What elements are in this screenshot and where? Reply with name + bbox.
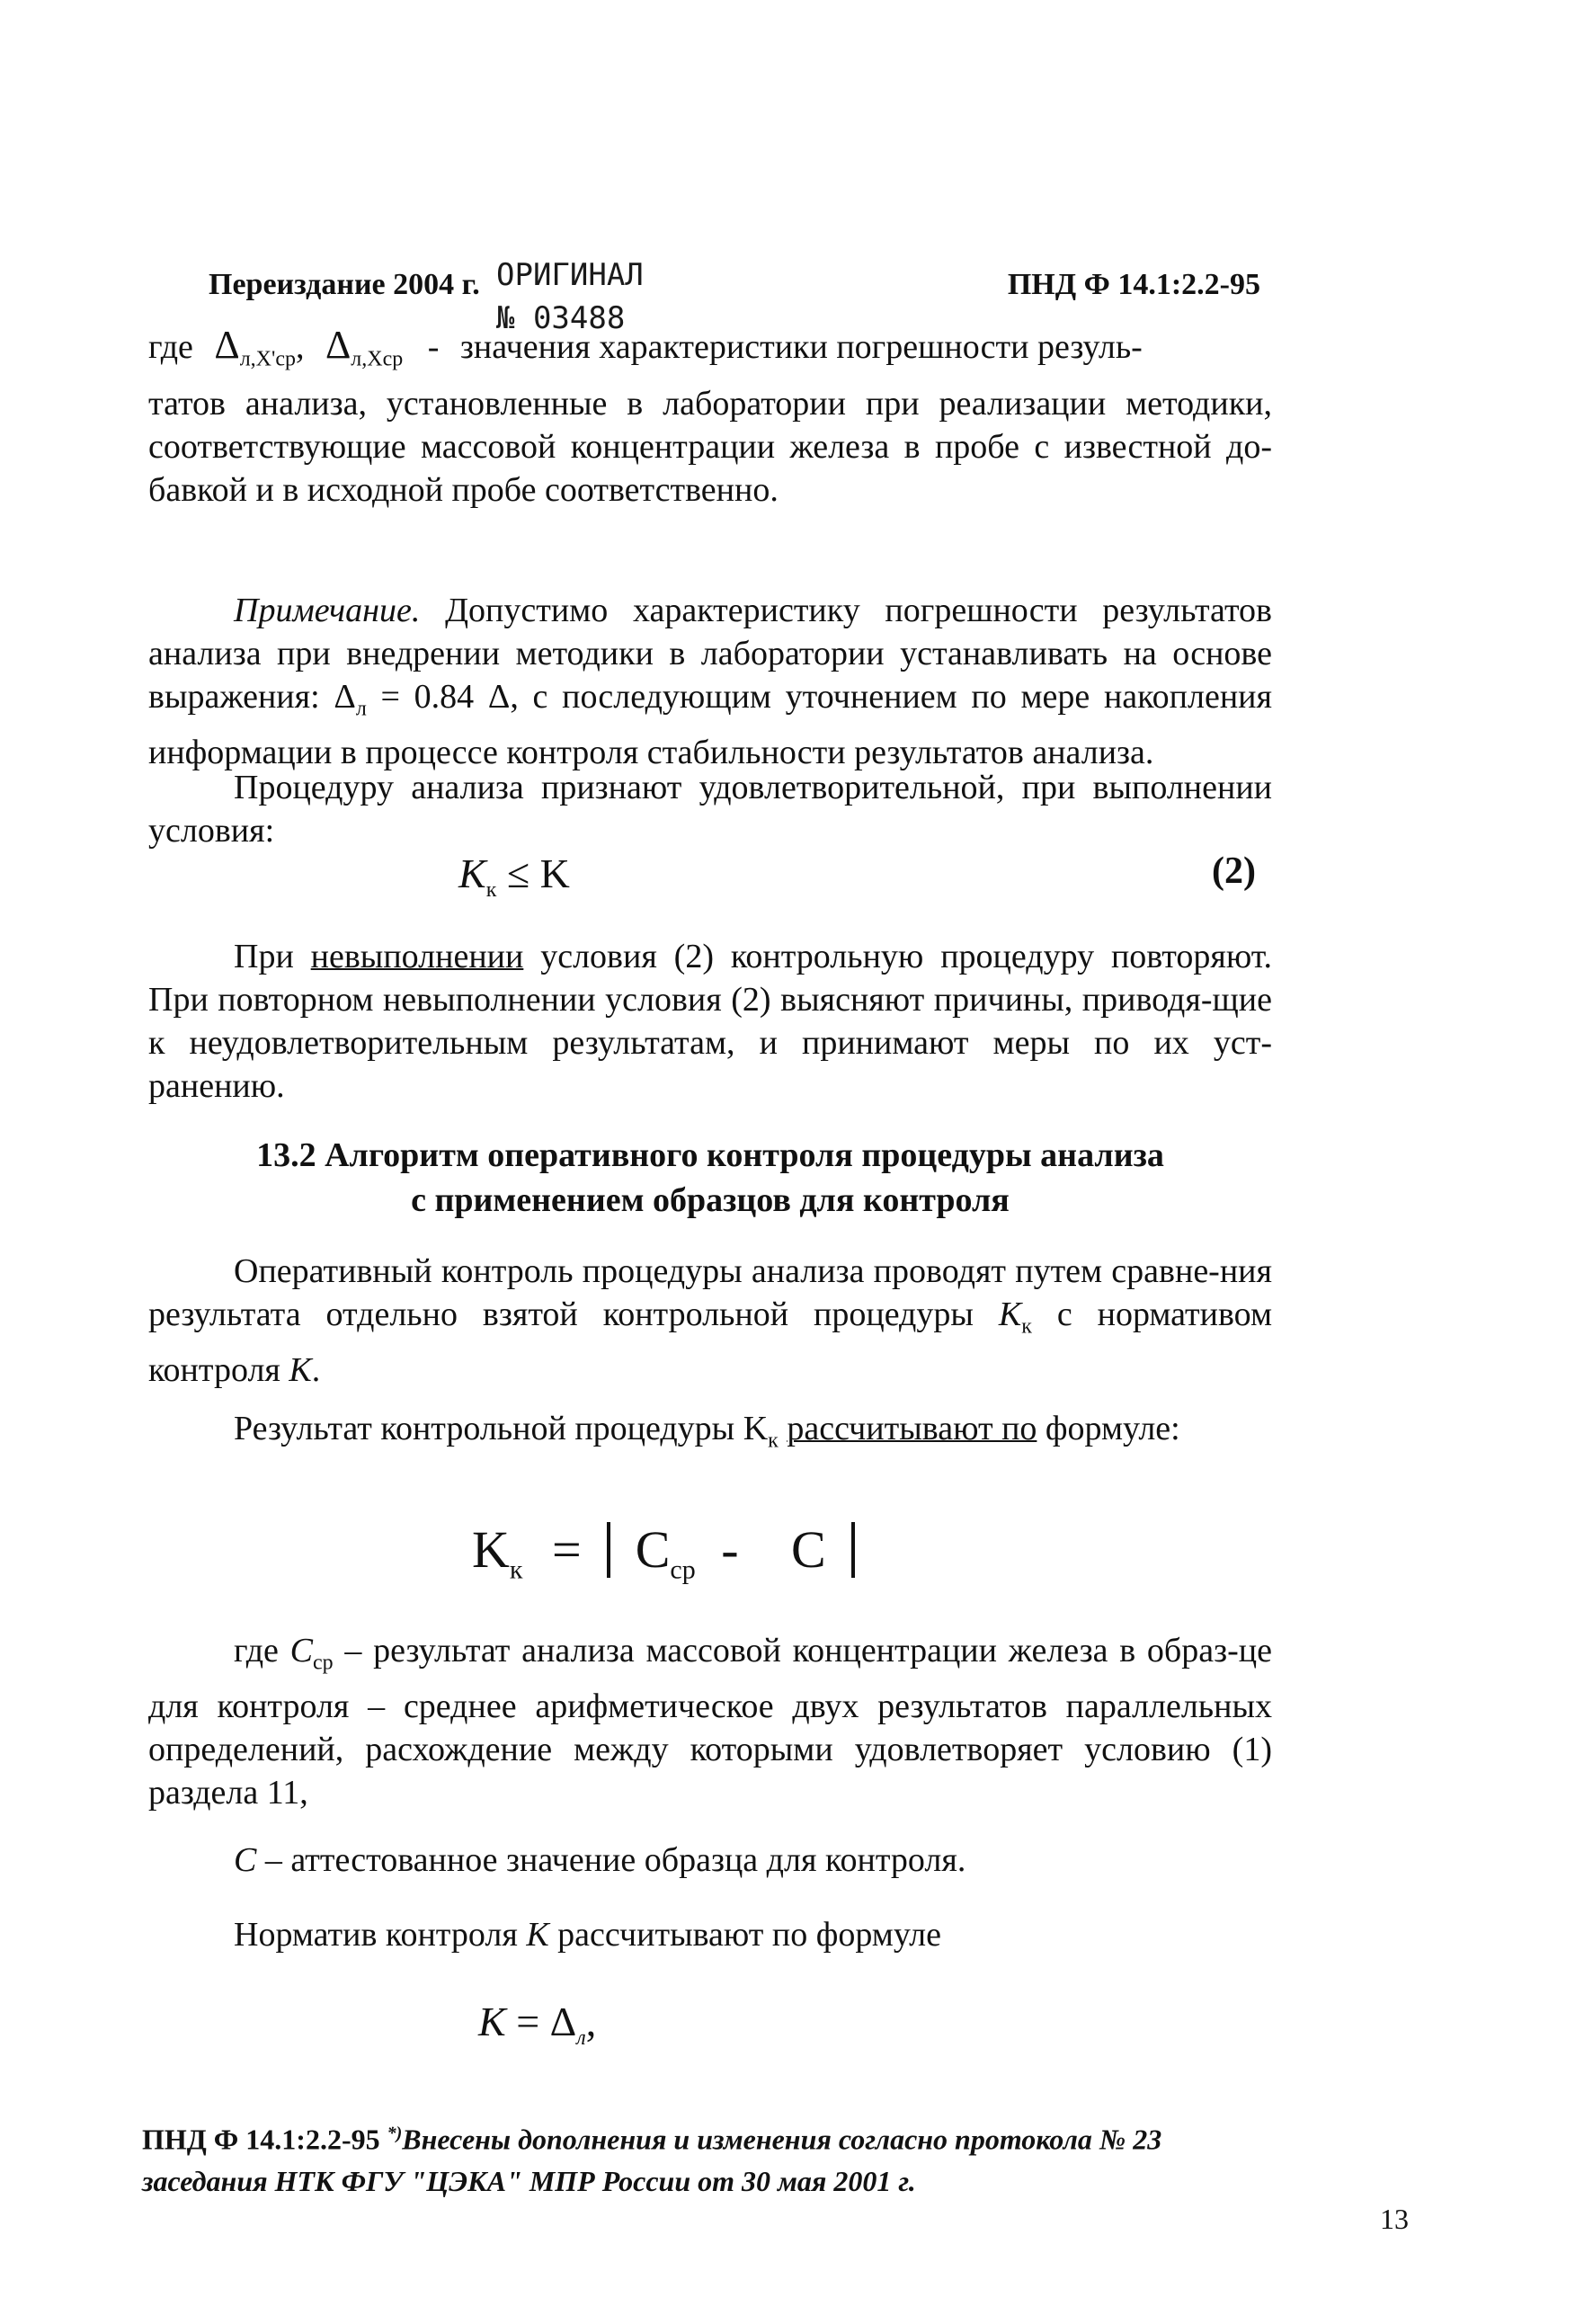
failure-paragraph [148, 935, 1272, 1108]
note-text-1: Допустимо характеристику погрешности результатов анализа при внедрении методики в лаборатории устанавливать на основе выражения: Δ [148, 592, 1272, 716]
stamp-number: № 03488 [496, 300, 626, 336]
where2-word: где [234, 1632, 290, 1670]
norm-k: K [526, 1916, 549, 1954]
c-def-text: – аттестованное значение образца для контроля. [256, 1841, 966, 1879]
where-paragraph: татов анализа, установленные в лаборатории при реализации методики, соответствующие массовой концентрации железа в пробе с известной до-бавкой и в исходной пробе соответственно. [148, 385, 1272, 509]
where-text-line1: значения характеристики погрешности резуль- [459, 328, 1143, 366]
note-paragraph [148, 589, 1272, 774]
formula-c-avg-sub: ср [670, 1554, 696, 1585]
abs-bar-right [851, 1522, 855, 1578]
result-underlined: рассчитывают по [787, 1410, 1037, 1447]
note-label: Примечание. [234, 592, 421, 629]
norm-formula-eq: = Δ [505, 1999, 577, 2044]
failure-start: При [234, 938, 311, 975]
operative-kk-sub: к [1021, 1314, 1032, 1339]
condition-formula [458, 850, 570, 903]
norm-formula-k: K [478, 1999, 506, 2044]
result-text-2 [779, 1410, 788, 1447]
delta-symbol-1: Δ [214, 323, 240, 367]
stamp-title: ОРИГИНАЛ [496, 257, 644, 293]
result-paragraph [148, 1407, 1272, 1463]
formula-c: C [791, 1520, 826, 1579]
operative-paragraph [148, 1250, 1272, 1392]
where2-c-sub: ср [313, 1651, 334, 1675]
procedure-paragraph: Процедуру анализа признают удовлетворительной, при выполнении условия: [148, 769, 1272, 850]
equation-number-2: (2) [1212, 850, 1256, 892]
footnote-mark: *) [387, 2124, 403, 2143]
kk-formula [472, 1519, 880, 1586]
footnote-text-1: Внесены дополнения и изменения согласно протокола № 23 [402, 2123, 1162, 2156]
section-heading-line2: с применением образцов для контроля [411, 1181, 1010, 1219]
where2-paragraph [148, 1629, 1272, 1814]
footnote-line2: заседания НТК ФГУ "ЦЭКА" МПР России от 30 мая 2001 г. [142, 2164, 916, 2197]
result-text-3: формуле: [1037, 1410, 1180, 1447]
formula-k: K [472, 1520, 510, 1579]
failure-underlined: невыполнении [310, 938, 524, 975]
page-number: 13 [1380, 2203, 1409, 2235]
c-definition [148, 1839, 1272, 1882]
norm-paragraph [148, 1913, 1272, 1956]
norm-formula-sub: л [576, 2026, 586, 2051]
where-dash: - [427, 328, 440, 366]
formula-k-sub: к [509, 1554, 523, 1585]
result-text-1: Результат контрольной процедуры K [234, 1410, 769, 1447]
failure-rest: условия (2) контрольную процедуру повторяют. При повторном невыполнении условия (2) выясняют причины, приводя-щие к неудовлетворительным результатам, и принимают меры по их уст-ранению. [148, 938, 1272, 1105]
document-code: ПНД Ф 14.1:2.2-95 [1007, 268, 1260, 301]
footnote [142, 2113, 1311, 2202]
formula-minus: - [721, 1520, 739, 1579]
operative-end: . [311, 1350, 321, 1389]
result-sub: к [768, 1429, 779, 1453]
norm-formula [478, 1998, 596, 2051]
note-subscript: л [355, 697, 367, 721]
footnote-line1 [142, 2113, 1311, 2160]
delta-subscript-1: л,X'ср [239, 347, 296, 371]
formula-equals: = [551, 1520, 582, 1579]
note-text-2: = 0.84 Δ, с последующим уточнением по мере накопления информации в процессе контроля стабильности результатов анализа. [148, 678, 1273, 771]
where2-c: C [289, 1632, 313, 1670]
kk-symbol: K [458, 850, 486, 896]
footnote-code: ПНД Ф 14.1:2.2-95 [142, 2123, 380, 2156]
formula-c-avg: C [635, 1520, 671, 1579]
reissue-label: Переиздание 2004 г. [209, 268, 480, 301]
operative-text-1: Оперативный контроль процедуры анализа проводят путем сравне-ния результата отдельно взятой контрольной процедуры [148, 1252, 1272, 1333]
delta-subscript-2: л,Xср [351, 347, 404, 371]
norm-text-1: Норматив контроля [234, 1916, 527, 1954]
where-line: где $\Delta_{л,X'ср}$, $\Delta_{л,Xср}$ - значения характеристики погрешности резуль- [148, 323, 1143, 371]
norm-formula-end: , [585, 1999, 597, 2044]
norm-text-2: рассчитывают по формуле [548, 1916, 941, 1954]
section-heading-line1: 13.2 Алгоритм оперативного контроля процедуры анализа [256, 1136, 1164, 1174]
operative-kk: K [998, 1296, 1022, 1333]
delta-symbol-2: Δ [325, 323, 352, 367]
condition-rest: ≤ K [506, 850, 570, 896]
operative-k: K [289, 1350, 312, 1389]
operative-text-2: с нормативом контроля [148, 1296, 1272, 1389]
where2-text: – результат анализа массовой концентрации железа в образ-це для контроля – среднее арифметическое двух результатов параллельных определений, расхождение между которыми удовлетворяет условию (1) раздела 11, [148, 1632, 1272, 1812]
c-def-symbol: C [234, 1841, 257, 1879]
where-word: где [148, 328, 193, 366]
kk-subscript: к [485, 878, 497, 903]
abs-bar-left [607, 1522, 610, 1578]
section-heading [148, 1133, 1272, 1223]
